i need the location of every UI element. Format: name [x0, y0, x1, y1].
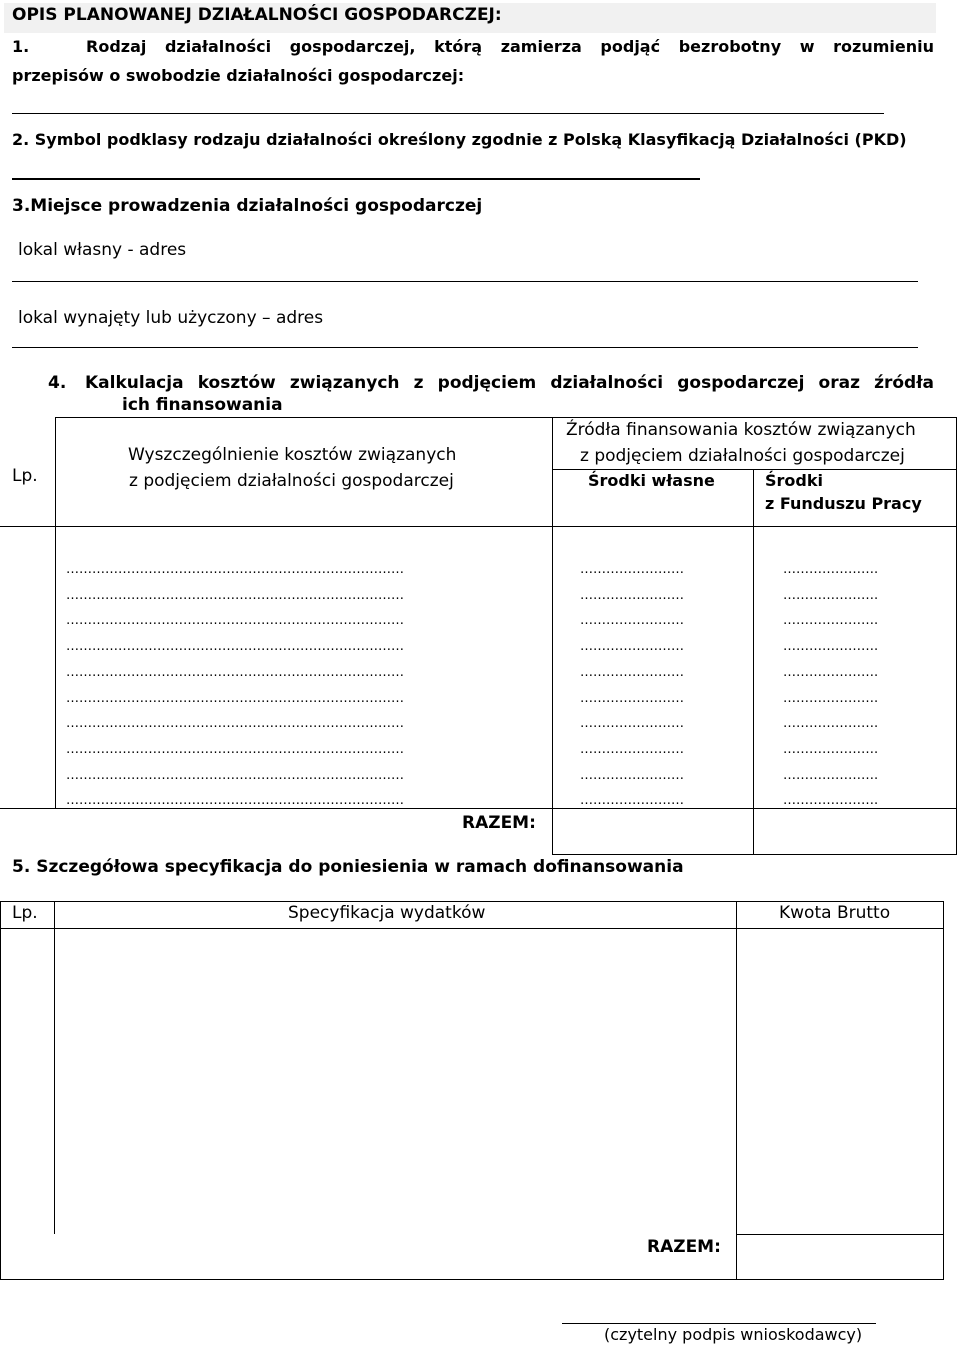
cost-col-desc-line1: Wyszczególnienie kosztów związanych	[128, 445, 457, 465]
section1-line2: przepisów o swobodzie działalności gospodarczej:	[12, 66, 465, 85]
labour-fund-header-line1: Środki	[765, 471, 823, 490]
cost-total-label: RAZEM:	[462, 813, 536, 833]
own-funds-header: Środki własne	[588, 471, 715, 490]
rented-premises-label: lokal wynajęty lub użyczony – adres	[18, 308, 324, 328]
page-title: OPIS PLANOWANEJ DZIAŁALNOŚCI GOSPODARCZEJ:	[12, 5, 502, 25]
own-premises-address-line[interactable]	[12, 281, 918, 282]
signature-line[interactable]	[562, 1323, 876, 1324]
spec-table-total-top	[736, 1234, 944, 1235]
rented-premises-address-line[interactable]	[12, 347, 918, 348]
section4-number: 4.	[48, 373, 67, 393]
cost-table-desc-divider	[552, 417, 553, 854]
section1-number: 1.	[12, 37, 30, 56]
signature-caption: (czytelny podpis wnioskodawcy)	[604, 1325, 863, 1344]
spec-table-lp-divider	[54, 901, 55, 1234]
sources-header-line2: z podjęciem działalności gospodarczej	[580, 446, 905, 466]
own-premises-label: lokal własny - adres	[18, 240, 187, 260]
sources-header-line1: Źródła finansowania kosztów związanych	[566, 420, 916, 440]
section2-answer-line[interactable]	[12, 178, 700, 180]
section1-line1: Rodzaj działalności gospodarczej, którą zamierza podjąć bezrobotny w rozumieniu	[86, 37, 934, 56]
labour-fund-dotted-lines[interactable]: …………………. …………………. …………………. …………………. …………………. …………………. …………………. …………………. …………………. ………………….	[783, 562, 879, 809]
spec-col-lp: Lp.	[12, 903, 38, 923]
labour-fund-header-line2: z Funduszu Pracy	[765, 494, 922, 513]
cost-table-header-bottom	[0, 526, 957, 527]
cost-table-own-divider	[753, 469, 754, 854]
section1-answer-line[interactable]	[12, 113, 884, 114]
spec-total-label: RAZEM:	[647, 1237, 721, 1257]
own-funds-dotted-lines[interactable]: …………………… …………………… …………………… …………………… …………………… …………………… …………………… …………………… …………………… ……………………	[580, 562, 684, 809]
section4-title-line1: Kalkulacja kosztów związanych z podjęciem działalności gospodarczej oraz źródła	[85, 373, 934, 393]
cost-table-lp-divider	[55, 417, 56, 808]
section3-title: 3.Miejsce prowadzenia działalności gospodarczej	[12, 196, 483, 216]
spec-table-header-bottom	[0, 928, 944, 929]
cost-table-total-bottom	[552, 854, 957, 855]
spec-table-left-border	[0, 901, 1, 1279]
spec-col-amount: Kwota Brutto	[779, 903, 891, 923]
cost-desc-dotted-lines[interactable]: …………………………………………………………………… …………………………………………………………………… …………………………………………………………………… …………………………………………………………………… …………………………………………………………………… …………………………………………………………………… …………………………………………………………………… …………………………………………………………………… …………………………………………………………………… ……………………………………………………………………	[66, 562, 404, 809]
section4-title-line2: ich finansowania	[122, 395, 283, 415]
spec-table-right-border	[943, 901, 944, 1279]
cost-col-lp: Lp.	[12, 466, 38, 486]
section5-title: 5. Szczegółowa specyfikacja do poniesienia w ramach dofinansowania	[12, 857, 684, 877]
spec-col-spec: Specyfikacja wydatków	[288, 903, 486, 923]
spec-table-top-border	[0, 901, 944, 902]
cost-table-top-border	[56, 417, 957, 418]
spec-table-amount-divider	[736, 901, 737, 1279]
cost-table-right-border	[956, 417, 957, 854]
section2-text: 2. Symbol podklasy rodzaju działalności określony zgodnie z Polską Klasyfikacją Działalności (PKD)	[12, 130, 907, 149]
spec-table-bottom-border	[0, 1279, 944, 1280]
cost-col-desc-line2: z podjęciem działalności gospodarczej	[129, 471, 454, 491]
cost-table-sources-split	[552, 469, 957, 470]
